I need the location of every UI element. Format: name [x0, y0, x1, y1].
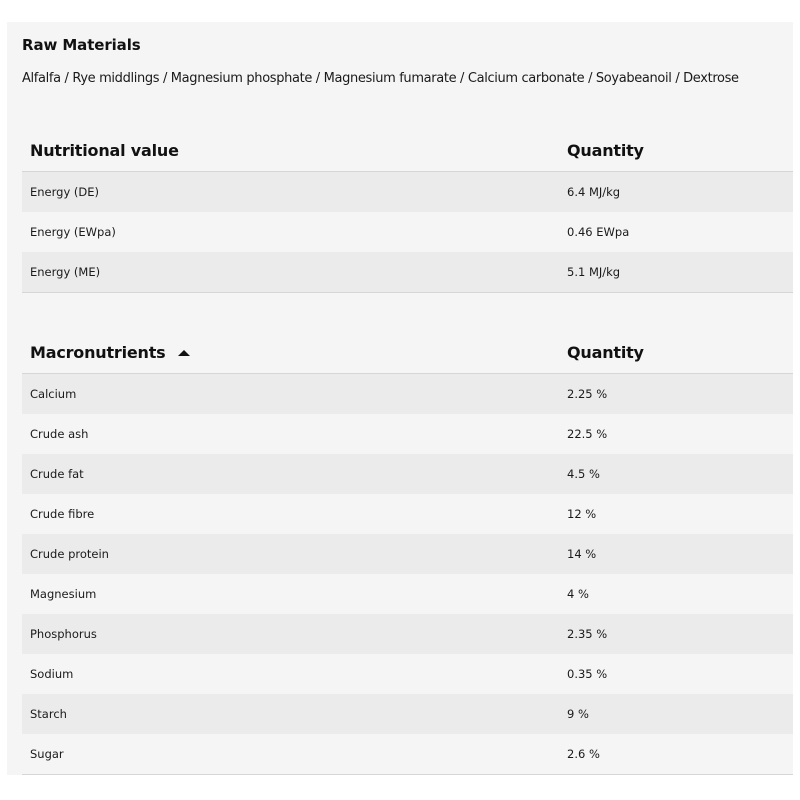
table-row — [22, 614, 793, 654]
nutrient-quantity: 12 % — [567, 507, 597, 521]
raw-materials-title: Raw Materials — [22, 36, 141, 54]
table-row — [22, 574, 793, 614]
nutrient-quantity: 22.5 % — [567, 427, 608, 441]
column-header-nutritional-value: Nutritional value — [30, 141, 179, 160]
nutrient-name: Energy (DE) — [30, 185, 100, 199]
table-body — [22, 172, 793, 293]
nutrient-name: Calcium — [30, 387, 77, 401]
table-row — [22, 212, 793, 252]
table-row — [22, 494, 793, 534]
table-row — [22, 414, 793, 454]
column-header-quantity: Quantity — [567, 343, 644, 362]
table-row — [22, 252, 793, 292]
nutrient-quantity: 2.25 % — [567, 387, 608, 401]
nutrient-name: Sugar — [30, 747, 64, 761]
macronutrients-table — [22, 333, 793, 775]
table-row — [22, 172, 793, 212]
table-row — [22, 654, 793, 694]
nutrient-name: Energy (EWpa) — [30, 225, 116, 239]
table-row — [22, 374, 793, 414]
table-header — [22, 131, 793, 172]
table-row — [22, 694, 793, 734]
nutrient-quantity: 6.4 MJ/kg — [567, 185, 621, 199]
nutrient-name: Energy (ME) — [30, 265, 101, 279]
nutrient-name: Phosphorus — [30, 627, 97, 641]
nutrient-name: Magnesium — [30, 587, 97, 601]
nutrient-name: Sodium — [30, 667, 74, 681]
nutrient-quantity: 2.6 % — [567, 747, 600, 761]
nutrient-name: Starch — [30, 707, 67, 721]
nutrient-name: Crude protein — [30, 547, 109, 561]
table-row — [22, 534, 793, 574]
nutrient-quantity: 2.35 % — [567, 627, 608, 641]
nutrient-quantity: 4 % — [567, 587, 589, 601]
nutrient-name: Crude ash — [30, 427, 89, 441]
nutrient-quantity: 0.46 EWpa — [567, 225, 630, 239]
nutrient-quantity: 0.35 % — [567, 667, 608, 681]
nutrient-quantity: 5.1 MJ/kg — [567, 265, 621, 279]
nutrient-quantity: 14 % — [567, 547, 597, 561]
table-row — [22, 734, 793, 774]
table-body — [22, 374, 793, 775]
caret-up-icon[interactable] — [178, 350, 190, 356]
column-header-macronutrients[interactable] — [30, 343, 190, 362]
nutrient-quantity: 9 % — [567, 707, 589, 721]
nutrient-name: Crude fat — [30, 467, 84, 481]
table-row — [22, 454, 793, 494]
nutrient-quantity: 4.5 % — [567, 467, 600, 481]
column-header-label: Macronutrients — [30, 343, 166, 362]
column-header-quantity: Quantity — [567, 141, 644, 160]
raw-materials-list: Alfalfa / Rye middlings / Magnesium phosphate / Magnesium fumarate / Calcium carbonate / Soyabeanoil / Dextrose — [22, 71, 739, 86]
nutritional-value-table — [22, 131, 793, 293]
nutrient-name: Crude fibre — [30, 507, 95, 521]
table-header — [22, 333, 793, 374]
